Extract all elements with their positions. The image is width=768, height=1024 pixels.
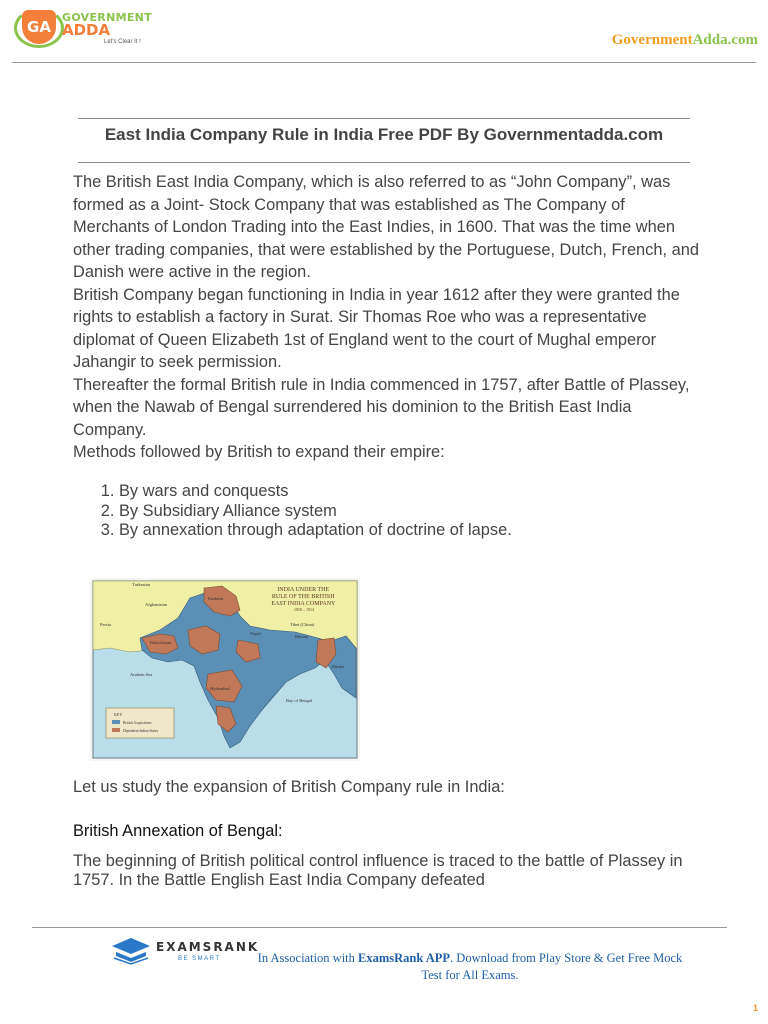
logo-badge: GA bbox=[22, 10, 56, 44]
map-title-line: EAST INDIA COMPANY bbox=[271, 601, 336, 607]
examsrank-logo[interactable] bbox=[110, 936, 260, 966]
map-key-item: British Acquisitions bbox=[123, 721, 152, 725]
map-label: Bay of Bengal bbox=[286, 698, 312, 703]
site-link-part1: Government bbox=[611, 32, 693, 48]
logo-line-1: GOVERNMENT bbox=[62, 11, 152, 24]
methods-list bbox=[73, 482, 512, 541]
title-rule-bottom bbox=[78, 162, 690, 163]
paragraph: Thereafter the formal British rule in India commenced in 1757, after Battle of Plassey, when the Nawab of Bengal surrendered his dominion to the British East India Company. bbox=[73, 375, 690, 439]
list-item: 2. By Subsidiary Alliance system bbox=[119, 502, 512, 522]
logo-line-2: ADDA bbox=[62, 21, 111, 39]
paragraph: British Company began functioning in India in year 1612 after they were granted the rights to establish a factory in Surat. Sir Thomas Roe who was a representative diplomat of Queen Elizabeth 1st of England went to the court of Mughal emperor Jahangir to seek permission. bbox=[73, 285, 680, 371]
map-label: Persia bbox=[100, 622, 111, 627]
map-label: Afghanistan bbox=[145, 602, 167, 607]
map-label: Baluchistan bbox=[150, 640, 172, 645]
intro-text bbox=[73, 171, 703, 464]
map-title-line: RULE OF THE BRITISH bbox=[271, 594, 335, 600]
map-label: Tibet (China) bbox=[290, 622, 315, 627]
list-item: 3. By annexation through adaptation of doctrine of lapse. bbox=[119, 521, 512, 541]
examsrank-app-link[interactable]: ExamsRank APP bbox=[358, 951, 451, 965]
page-number: 1 bbox=[752, 1003, 758, 1013]
map-key-swatch-british bbox=[112, 720, 120, 724]
section-heading: British Annexation of Bengal: bbox=[73, 822, 283, 840]
governmentadda-logo[interactable] bbox=[12, 8, 152, 50]
map-label: Hyderabad bbox=[210, 686, 230, 691]
map-key-item: Dependent Indian States bbox=[123, 729, 159, 733]
map-key-title: KEY bbox=[114, 712, 123, 717]
map-label: Burma bbox=[332, 664, 345, 669]
document-title: East India Company Rule in India Free PDF By Governmentadda.com bbox=[104, 125, 664, 144]
section-text: The beginning of British political control influence is traced to the battle of Plassey in 1757. In the Battle English East India Company defeated bbox=[73, 852, 683, 889]
map-label: Nepal bbox=[250, 631, 261, 636]
site-link[interactable] bbox=[612, 32, 758, 49]
study-line: Let us study the expansion of British Company rule in India: bbox=[73, 778, 505, 796]
site-link-part2: Adda.com bbox=[692, 32, 758, 48]
map-label: Turkestan bbox=[132, 582, 150, 587]
map-label: Kashmir bbox=[208, 596, 224, 601]
examsrank-tagline: BE SMART bbox=[178, 956, 221, 962]
map-label: Arabian Sea bbox=[130, 672, 153, 677]
assoc-prefix: In Association with bbox=[257, 951, 359, 965]
map-title-line: 1858 – 1914 bbox=[294, 607, 314, 612]
examsrank-brand: EXAMSRANK bbox=[156, 940, 260, 954]
assoc-suffix: . Download from Play Store & Get Free Mock Test for All Exams. bbox=[421, 951, 683, 982]
title-rule-top bbox=[78, 118, 690, 119]
list-item: 1. By wars and conquests bbox=[119, 482, 512, 502]
paragraph: Methods followed by British to expand their empire: bbox=[73, 443, 445, 461]
paragraph: The British East India Company, which is also referred to as “John Company”, was formed as a Joint- Stock Company that was established as The Company of Merchants of London Trading into the East Indies, in 1600. That was the time when other trading companies, that were established by the Portuguese, Dutch, French, and Danish were active in the region. bbox=[73, 173, 699, 281]
map-title-line: INDIA UNDER THE bbox=[277, 587, 330, 593]
header-divider bbox=[12, 62, 756, 63]
graduation-cap-icon bbox=[110, 936, 152, 966]
map-label: Bhutan bbox=[295, 634, 308, 639]
logo-tagline: Let's Clear It ! bbox=[104, 39, 141, 45]
map-key-swatch-dependent bbox=[112, 728, 120, 732]
footer-association-text bbox=[250, 950, 690, 984]
india-map-image bbox=[90, 578, 360, 761]
footer-divider bbox=[32, 927, 727, 928]
